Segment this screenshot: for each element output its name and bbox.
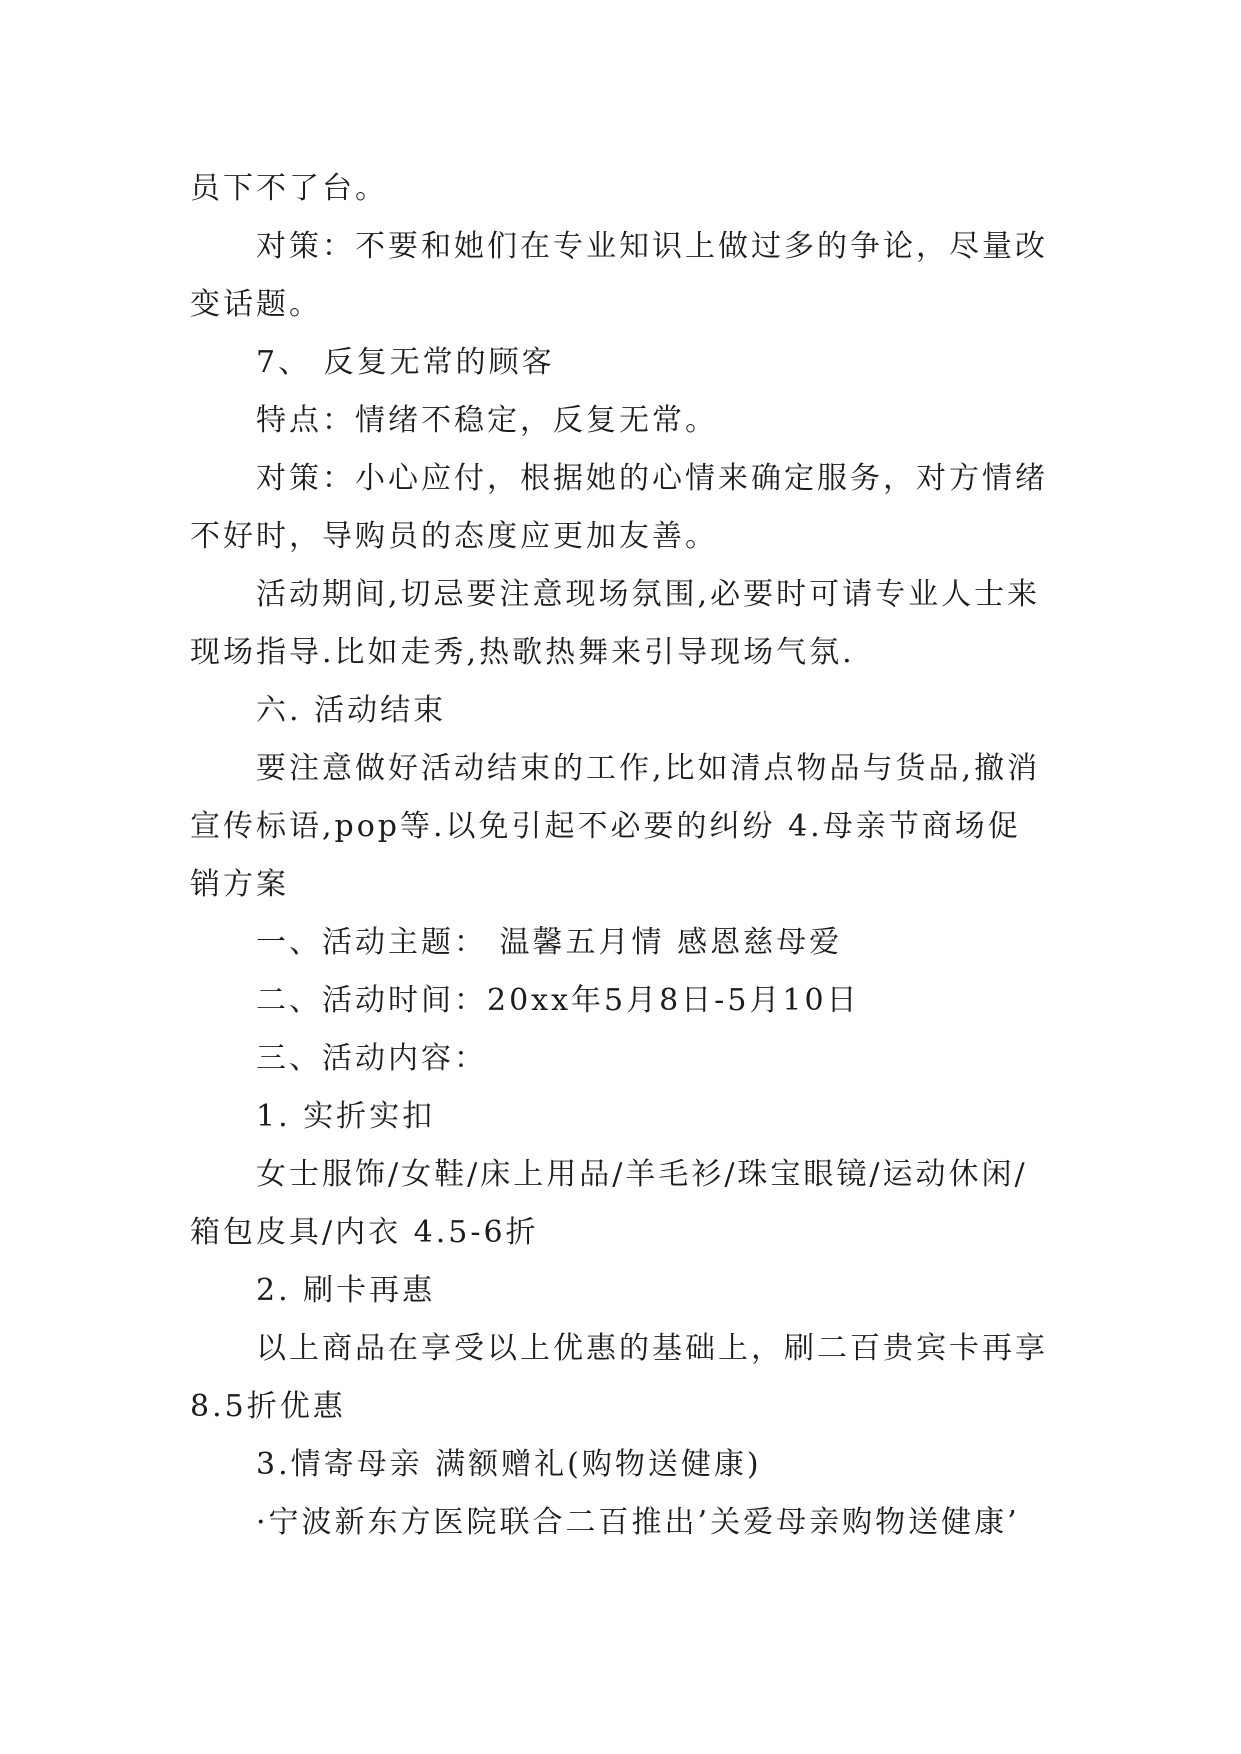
list-item: 二、活动时间：20xx年5月8日-5月10日 — [256, 983, 860, 1018]
paragraph: 活动期间,切忌要注意现场氛围,必要时可请专业人士来现场指导.比如走秀,热歌热舞来引导现场气氛. — [190, 577, 1041, 670]
paragraph: 特点：情绪不稳定，反复无常。 — [256, 403, 718, 438]
section-heading: 1. 实折实扣 — [256, 1099, 436, 1134]
paragraph: 对策：小心应付，根据她的心情来确定服务，对方情绪不好时，导购员的态度应更加友善。 — [190, 461, 1048, 554]
paragraph: 以上商品在享受以上优惠的基础上，刷二百贵宾卡再享8.5折优惠 — [190, 1331, 1048, 1424]
section-heading: 7、 反复无常的顾客 — [256, 345, 555, 380]
bullet-item: ·宁波新东方医院联合二百推出’关爱母亲购物送健康’ — [256, 1505, 1020, 1540]
document-body — [190, 160, 1050, 1552]
section-heading: 3.情寄母亲 满额赠礼(购物送健康) — [256, 1447, 762, 1482]
paragraph: 对策：不要和她们在专业知识上做过多的争论，尽量改变话题。 — [190, 229, 1048, 322]
section-heading: 2. 刷卡再惠 — [256, 1273, 436, 1308]
list-item: 三、活动内容： — [256, 1041, 487, 1076]
list-item: 一、活动主题： 温馨五月情 感恩慈母爱 — [256, 925, 843, 960]
paragraph: 女士服饰/女鞋/床上用品/羊毛衫/珠宝眼镜/运动休闲/箱包皮具/内衣 4.5-6折 — [190, 1157, 1028, 1250]
paragraph: 员下不了台。 — [190, 171, 388, 206]
section-heading: 六. 活动结束 — [256, 693, 447, 728]
paragraph: 要注意做好活动结束的工作,比如清点物品与货品,撤消宣传标语,pop等.以免引起不必要的纠纷 4.母亲节商场促销方案 — [190, 751, 1041, 902]
